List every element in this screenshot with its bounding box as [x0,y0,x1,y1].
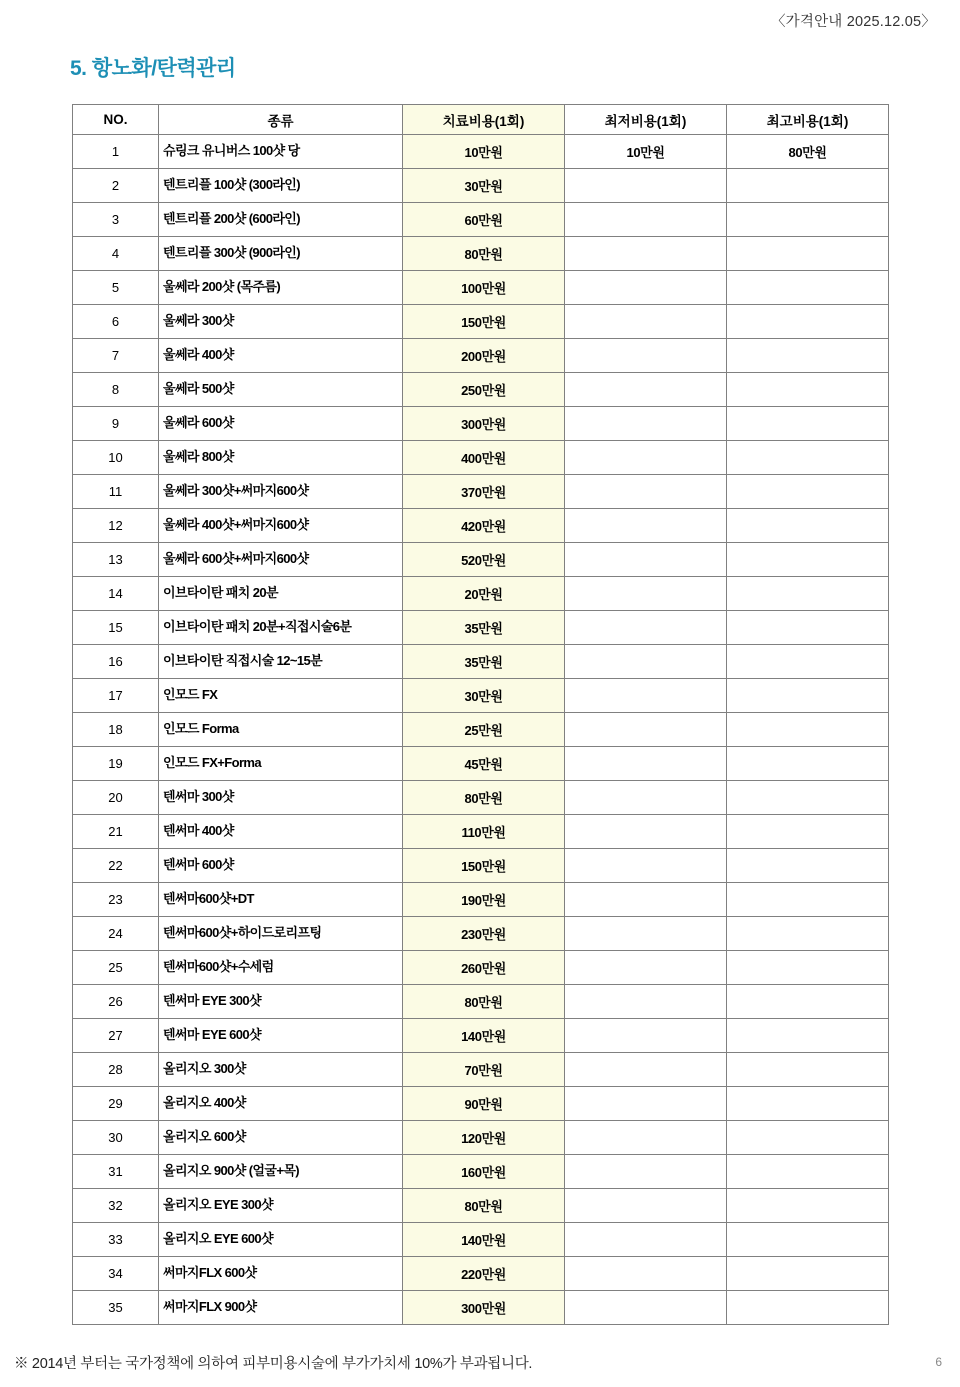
cell-min-cost [565,475,727,509]
cell-max-cost [727,475,889,509]
cell-max-cost [727,543,889,577]
cell-max-cost [727,441,889,475]
cell-no: 4 [73,237,159,271]
table-row [73,203,889,237]
cell-min-cost [565,679,727,713]
cell-treatment-type: 인모드 Forma [159,713,403,747]
cell-max-cost [727,747,889,781]
table-row [73,1223,889,1257]
cell-cost: 30만원 [403,679,565,713]
cell-min-cost [565,203,727,237]
cell-cost: 140만원 [403,1223,565,1257]
cell-max-cost [727,679,889,713]
cell-max-cost [727,815,889,849]
cell-treatment-type: 텐트리플 300샷 (900라인) [159,237,403,271]
cell-min-cost [565,577,727,611]
page-number: 6 [935,1355,942,1369]
table-row [73,1291,889,1325]
column-header-type: 종류 [159,105,403,135]
cell-treatment-type: 올리지오 900샷 (얼굴+목) [159,1155,403,1189]
cell-no: 10 [73,441,159,475]
cell-treatment-type: 이브타이탄 패치 20분 [159,577,403,611]
cell-cost: 90만원 [403,1087,565,1121]
table-row [73,1189,889,1223]
cell-cost: 370만원 [403,475,565,509]
cell-treatment-type: 텐써마 400샷 [159,815,403,849]
table-row [73,339,889,373]
cell-treatment-type: 울쎄라 300샷+써마지600샷 [159,475,403,509]
cell-no: 9 [73,407,159,441]
cell-min-cost [565,373,727,407]
cell-max-cost [727,1291,889,1325]
cell-max-cost [727,203,889,237]
table-row [73,1121,889,1155]
cell-no: 14 [73,577,159,611]
cell-min-cost [565,441,727,475]
price-table [72,104,889,1325]
cell-min-cost [565,271,727,305]
cell-min-cost [565,611,727,645]
table-header [73,105,889,135]
cell-max-cost [727,237,889,271]
cell-max-cost [727,1155,889,1189]
cell-min-cost [565,713,727,747]
cell-min-cost [565,1223,727,1257]
cell-cost: 520만원 [403,543,565,577]
cell-no: 24 [73,917,159,951]
cell-cost: 80만원 [403,985,565,1019]
cell-max-cost [727,985,889,1019]
cell-max-cost [727,169,889,203]
cell-cost: 20만원 [403,577,565,611]
cell-cost: 30만원 [403,169,565,203]
cell-treatment-type: 올리지오 400샷 [159,1087,403,1121]
table-header-row [73,105,889,135]
cell-cost: 25만원 [403,713,565,747]
cell-min-cost [565,169,727,203]
table-row [73,713,889,747]
table-row [73,781,889,815]
cell-min-cost [565,509,727,543]
cell-max-cost [727,509,889,543]
cell-no: 7 [73,339,159,373]
cell-no: 20 [73,781,159,815]
cell-no: 18 [73,713,159,747]
table-row [73,679,889,713]
cell-min-cost: 10만원 [565,135,727,169]
cell-no: 12 [73,509,159,543]
cell-cost: 400만원 [403,441,565,475]
cell-no: 33 [73,1223,159,1257]
table-row [73,1053,889,1087]
table-row [73,815,889,849]
cell-cost: 230만원 [403,917,565,951]
cell-max-cost [727,373,889,407]
table-row [73,1019,889,1053]
table-row [73,577,889,611]
cell-cost: 100만원 [403,271,565,305]
table-row [73,611,889,645]
column-header-max-cost: 최고비용(1회) [727,105,889,135]
column-header-cost: 치료비용(1회) [403,105,565,135]
table-row [73,407,889,441]
cell-treatment-type: 텐트리플 100샷 (300라인) [159,169,403,203]
cell-treatment-type: 울쎄라 600샷+써마지600샷 [159,543,403,577]
table-row [73,441,889,475]
cell-min-cost [565,951,727,985]
cell-max-cost [727,1257,889,1291]
price-table-container [72,104,888,1325]
cell-treatment-type: 인모드 FX+Forma [159,747,403,781]
table-row [73,849,889,883]
table-row [73,237,889,271]
cell-no: 30 [73,1121,159,1155]
table-row [73,951,889,985]
cell-max-cost [727,407,889,441]
cell-cost: 160만원 [403,1155,565,1189]
cell-min-cost [565,1087,727,1121]
cell-max-cost [727,1189,889,1223]
cell-max-cost [727,781,889,815]
cell-treatment-type: 텐써마600샷+하이드로리프팅 [159,917,403,951]
cell-no: 5 [73,271,159,305]
cell-min-cost [565,747,727,781]
cell-cost: 420만원 [403,509,565,543]
table-row [73,543,889,577]
cell-min-cost [565,407,727,441]
cell-no: 23 [73,883,159,917]
cell-no: 3 [73,203,159,237]
cell-treatment-type: 써마지FLX 900샷 [159,1291,403,1325]
cell-no: 2 [73,169,159,203]
cell-no: 29 [73,1087,159,1121]
table-row [73,271,889,305]
cell-cost: 60만원 [403,203,565,237]
cell-no: 28 [73,1053,159,1087]
column-header-min-cost: 최저비용(1회) [565,105,727,135]
cell-no: 13 [73,543,159,577]
cell-cost: 140만원 [403,1019,565,1053]
price-guide-date-note: 〈가격안내 2025.12.05〉 [770,14,936,30]
cell-max-cost [727,917,889,951]
cell-no: 31 [73,1155,159,1189]
table-row [73,305,889,339]
cell-cost: 190만원 [403,883,565,917]
table-body [73,135,889,1325]
cell-max-cost [727,645,889,679]
cell-treatment-type: 울쎄라 400샷 [159,339,403,373]
table-row [73,1257,889,1291]
tax-footnote: ※ 2014년 부터는 국가정책에 의하여 피부미용시술에 부가가치세 10%가 부과됩니다. [14,1356,533,1372]
cell-min-cost [565,1121,727,1155]
cell-treatment-type: 올리지오 EYE 300샷 [159,1189,403,1223]
cell-min-cost [565,849,727,883]
cell-min-cost [565,1019,727,1053]
cell-min-cost [565,543,727,577]
cell-no: 26 [73,985,159,1019]
table-row [73,1087,889,1121]
cell-treatment-type: 텐써마 600샷 [159,849,403,883]
table-row [73,475,889,509]
cell-no: 27 [73,1019,159,1053]
cell-min-cost [565,645,727,679]
cell-min-cost [565,1053,727,1087]
cell-cost: 110만원 [403,815,565,849]
cell-no: 19 [73,747,159,781]
cell-treatment-type: 텐써마 EYE 600샷 [159,1019,403,1053]
cell-max-cost [727,849,889,883]
cell-min-cost [565,815,727,849]
cell-min-cost [565,237,727,271]
cell-treatment-type: 이브타이탄 직접시술 12~15분 [159,645,403,679]
cell-cost: 220만원 [403,1257,565,1291]
cell-no: 11 [73,475,159,509]
cell-treatment-type: 울쎄라 500샷 [159,373,403,407]
cell-min-cost [565,339,727,373]
cell-treatment-type: 텐써마600샷+수세럼 [159,951,403,985]
cell-min-cost [565,305,727,339]
cell-no: 21 [73,815,159,849]
cell-cost: 300만원 [403,1291,565,1325]
table-row [73,509,889,543]
cell-max-cost [727,951,889,985]
table-row [73,1155,889,1189]
cell-no: 25 [73,951,159,985]
cell-min-cost [565,883,727,917]
cell-max-cost [727,713,889,747]
cell-max-cost [727,883,889,917]
cell-cost: 10만원 [403,135,565,169]
cell-treatment-type: 울쎄라 300샷 [159,305,403,339]
cell-min-cost [565,781,727,815]
table-row [73,135,889,169]
cell-no: 32 [73,1189,159,1223]
cell-no: 22 [73,849,159,883]
table-row [73,985,889,1019]
cell-no: 15 [73,611,159,645]
cell-min-cost [565,1189,727,1223]
cell-cost: 80만원 [403,237,565,271]
cell-cost: 35만원 [403,645,565,679]
cell-no: 8 [73,373,159,407]
table-row [73,645,889,679]
cell-min-cost [565,917,727,951]
page-title: 5. 항노화/탄력관리 [70,57,236,80]
cell-treatment-type: 이브타이탄 패치 20분+직접시술6분 [159,611,403,645]
cell-treatment-type: 인모드 FX [159,679,403,713]
cell-treatment-type: 올리지오 EYE 600샷 [159,1223,403,1257]
cell-cost: 80만원 [403,781,565,815]
cell-cost: 250만원 [403,373,565,407]
cell-treatment-type: 텐써마 300샷 [159,781,403,815]
table-row [73,747,889,781]
cell-treatment-type: 텐써마600샷+DT [159,883,403,917]
cell-max-cost [727,1087,889,1121]
cell-min-cost [565,1155,727,1189]
table-row [73,169,889,203]
cell-treatment-type: 슈링크 유니버스 100샷 당 [159,135,403,169]
cell-no: 34 [73,1257,159,1291]
cell-treatment-type: 써마지FLX 600샷 [159,1257,403,1291]
cell-cost: 200만원 [403,339,565,373]
cell-max-cost [727,577,889,611]
cell-max-cost [727,339,889,373]
cell-cost: 120만원 [403,1121,565,1155]
cell-treatment-type: 울쎄라 800샷 [159,441,403,475]
table-row [73,883,889,917]
cell-max-cost [727,1223,889,1257]
cell-max-cost [727,1053,889,1087]
cell-cost: 35만원 [403,611,565,645]
cell-treatment-type: 텐트리플 200샷 (600라인) [159,203,403,237]
table-row [73,917,889,951]
cell-min-cost [565,1291,727,1325]
cell-min-cost [565,1257,727,1291]
cell-no: 35 [73,1291,159,1325]
table-row [73,373,889,407]
cell-cost: 260만원 [403,951,565,985]
cell-no: 6 [73,305,159,339]
cell-max-cost [727,271,889,305]
cell-no: 17 [73,679,159,713]
cell-cost: 150만원 [403,305,565,339]
cell-treatment-type: 울쎄라 400샷+써마지600샷 [159,509,403,543]
cell-max-cost: 80만원 [727,135,889,169]
cell-cost: 300만원 [403,407,565,441]
cell-no: 16 [73,645,159,679]
cell-max-cost [727,305,889,339]
cell-treatment-type: 올리지오 600샷 [159,1121,403,1155]
cell-max-cost [727,1019,889,1053]
cell-cost: 150만원 [403,849,565,883]
cell-min-cost [565,985,727,1019]
cell-no: 1 [73,135,159,169]
column-header-no: NO. [73,105,159,135]
cell-treatment-type: 울쎄라 600샷 [159,407,403,441]
cell-cost: 80만원 [403,1189,565,1223]
cell-max-cost [727,611,889,645]
cell-cost: 45만원 [403,747,565,781]
cell-treatment-type: 울쎄라 200샷 (목주름) [159,271,403,305]
cell-cost: 70만원 [403,1053,565,1087]
cell-treatment-type: 텐써마 EYE 300샷 [159,985,403,1019]
cell-treatment-type: 올리지오 300샷 [159,1053,403,1087]
cell-max-cost [727,1121,889,1155]
